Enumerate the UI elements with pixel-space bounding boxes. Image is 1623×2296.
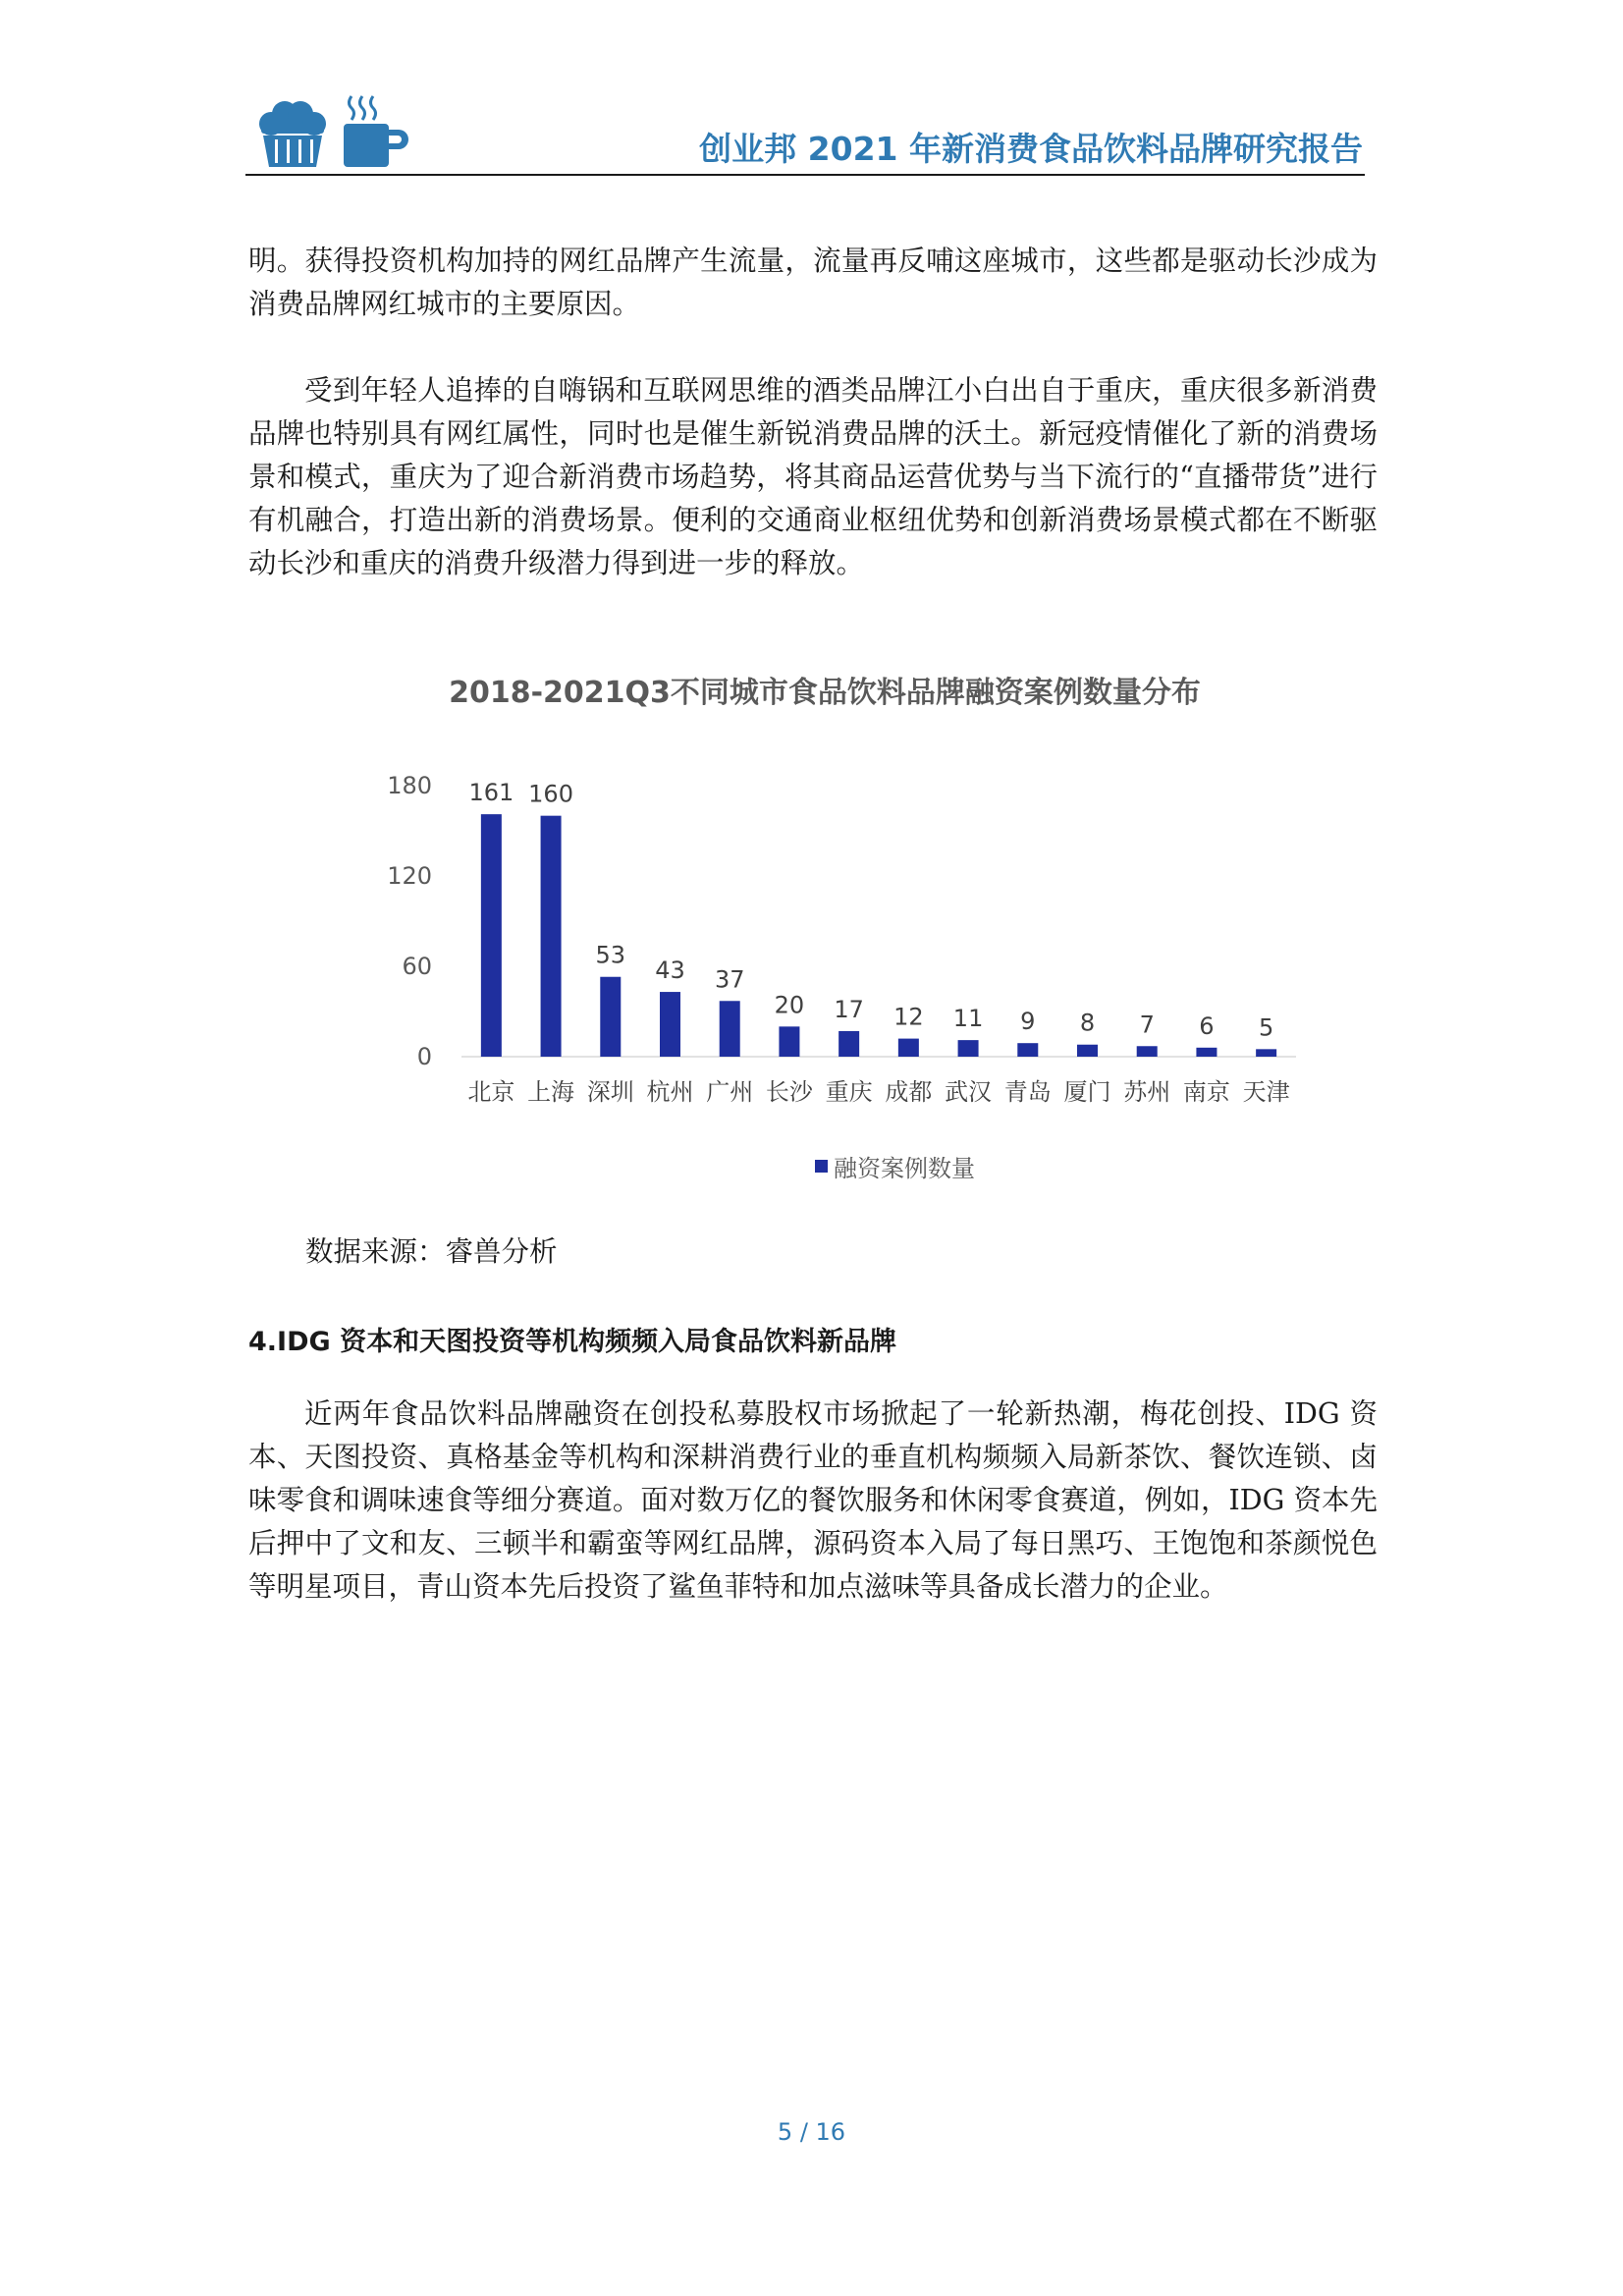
bar-厦门: [1077, 1045, 1098, 1057]
data-label: 5: [1259, 1013, 1274, 1042]
data-label: 53: [595, 941, 626, 969]
bar-深圳: [600, 977, 621, 1057]
paragraph-chongqing: 受到年轻人追捧的自嗨锅和互联网思维的酒类品牌江小白出自于重庆，重庆很多新消费品牌也特别具有网红属性，同时也是催生新锐消费品牌的沃土。新冠疫情催化了新的消费场景和模式，重庆为了迎合新消费市场趋势，将其商品运营优势与当下流行的“直播带货”进行有机融合，打造出新的消费场景。便利的交通商业枢纽优势和创新消费场景模式都在不断驱动长沙和重庆的消费升级潜力得到进一步的释放。: [248, 374, 1378, 579]
x-tick-label: 深圳: [586, 1078, 634, 1106]
bar-重庆: [839, 1031, 859, 1057]
data-label: 161: [468, 779, 514, 807]
bar-广州: [720, 1001, 740, 1057]
x-tick-label: 长沙: [765, 1078, 813, 1106]
bar-青岛: [1017, 1043, 1038, 1057]
data-label: 8: [1079, 1009, 1096, 1037]
x-tick-label: 北京: [467, 1078, 515, 1106]
x-tick-label: 广州: [706, 1078, 754, 1106]
bar-杭州: [660, 992, 680, 1057]
city-financing-bar-chart: [334, 658, 1316, 1208]
chart-title: 2018-2021Q3不同城市食品饮料品牌融资案例数量分布: [449, 676, 1201, 710]
bar-天津: [1256, 1049, 1276, 1057]
bar-上海: [541, 816, 562, 1057]
legend-label: 融资案例数量: [834, 1155, 975, 1182]
y-tick-label: 180: [387, 772, 432, 799]
data-label: 12: [893, 1003, 924, 1031]
data-label: 7: [1139, 1011, 1155, 1039]
x-tick-label: 杭州: [646, 1078, 694, 1106]
data-source-note: 数据来源：睿兽分析: [305, 1235, 558, 1268]
paragraph-idg-investment: 近两年食品饮料品牌融资在创投私募股权市场掀起了一轮新热潮，梅花创投、IDG 资本、天图投资、真格基金等机构和深耕消费行业的垂直机构频频入局新茶饮、餐饮连锁、卤味零食和调味速食等细分赛道。面对数万亿的餐饮服务和休闲零食赛道，例如，IDG 资本先后押中了文和友、三顿半和霸蛮等网红品牌，源码资本入局了每日黑巧、王饱饱和茶颜悦色等明星项目，青山资本先后投资了鲨鱼菲特和加点滋味等具备成长潜力的企业。: [248, 1397, 1378, 1603]
bar-武汉: [958, 1040, 979, 1057]
legend-swatch: [815, 1160, 828, 1173]
x-tick-label: 成都: [885, 1078, 933, 1106]
y-tick-label: 120: [387, 862, 432, 890]
data-label: 20: [774, 991, 805, 1019]
chart-plot-area: [334, 658, 1316, 1208]
x-tick-label: 南京: [1182, 1078, 1230, 1106]
bar-苏州: [1137, 1046, 1158, 1057]
page-number: 5 / 16: [777, 2118, 846, 2146]
cupcake-and-coffee-mug-icon: [253, 94, 410, 169]
x-tick-label: 天津: [1242, 1078, 1290, 1106]
x-tick-label: 青岛: [1003, 1078, 1052, 1106]
data-label: 43: [655, 957, 685, 985]
report-header-title: 创业邦 2021 年新消费食品饮料品牌研究报告: [699, 130, 1363, 168]
x-tick-label: 苏州: [1123, 1078, 1171, 1106]
data-label: 9: [1020, 1008, 1036, 1036]
data-label: 6: [1199, 1011, 1215, 1040]
bar-长沙: [779, 1026, 799, 1057]
data-label: 17: [834, 995, 864, 1023]
x-tick-label: 上海: [527, 1078, 575, 1106]
data-label: 11: [952, 1005, 984, 1033]
data-label: 160: [528, 780, 573, 808]
y-tick-label: 60: [402, 953, 432, 980]
section-heading: 4.IDG 资本和天图投资等机构频频入局食品饮料新品牌: [248, 1327, 897, 1357]
x-tick-label: 武汉: [945, 1078, 993, 1106]
header-divider: [245, 174, 1365, 176]
paragraph-changsha-conclusion: 明。获得投资机构加持的网红品牌产生流量，流量再反哺这座城市，这些都是驱动长沙成为消费品牌网红城市的主要原因。: [248, 245, 1378, 320]
y-tick-label: 0: [416, 1043, 432, 1070]
bar-南京: [1196, 1048, 1217, 1057]
bar-成都: [898, 1039, 919, 1057]
x-tick-label: 厦门: [1063, 1078, 1111, 1106]
chart-legend: [815, 1149, 975, 1183]
data-label: 37: [714, 965, 745, 994]
bar-北京: [481, 814, 502, 1057]
x-tick-label: 重庆: [825, 1078, 873, 1106]
